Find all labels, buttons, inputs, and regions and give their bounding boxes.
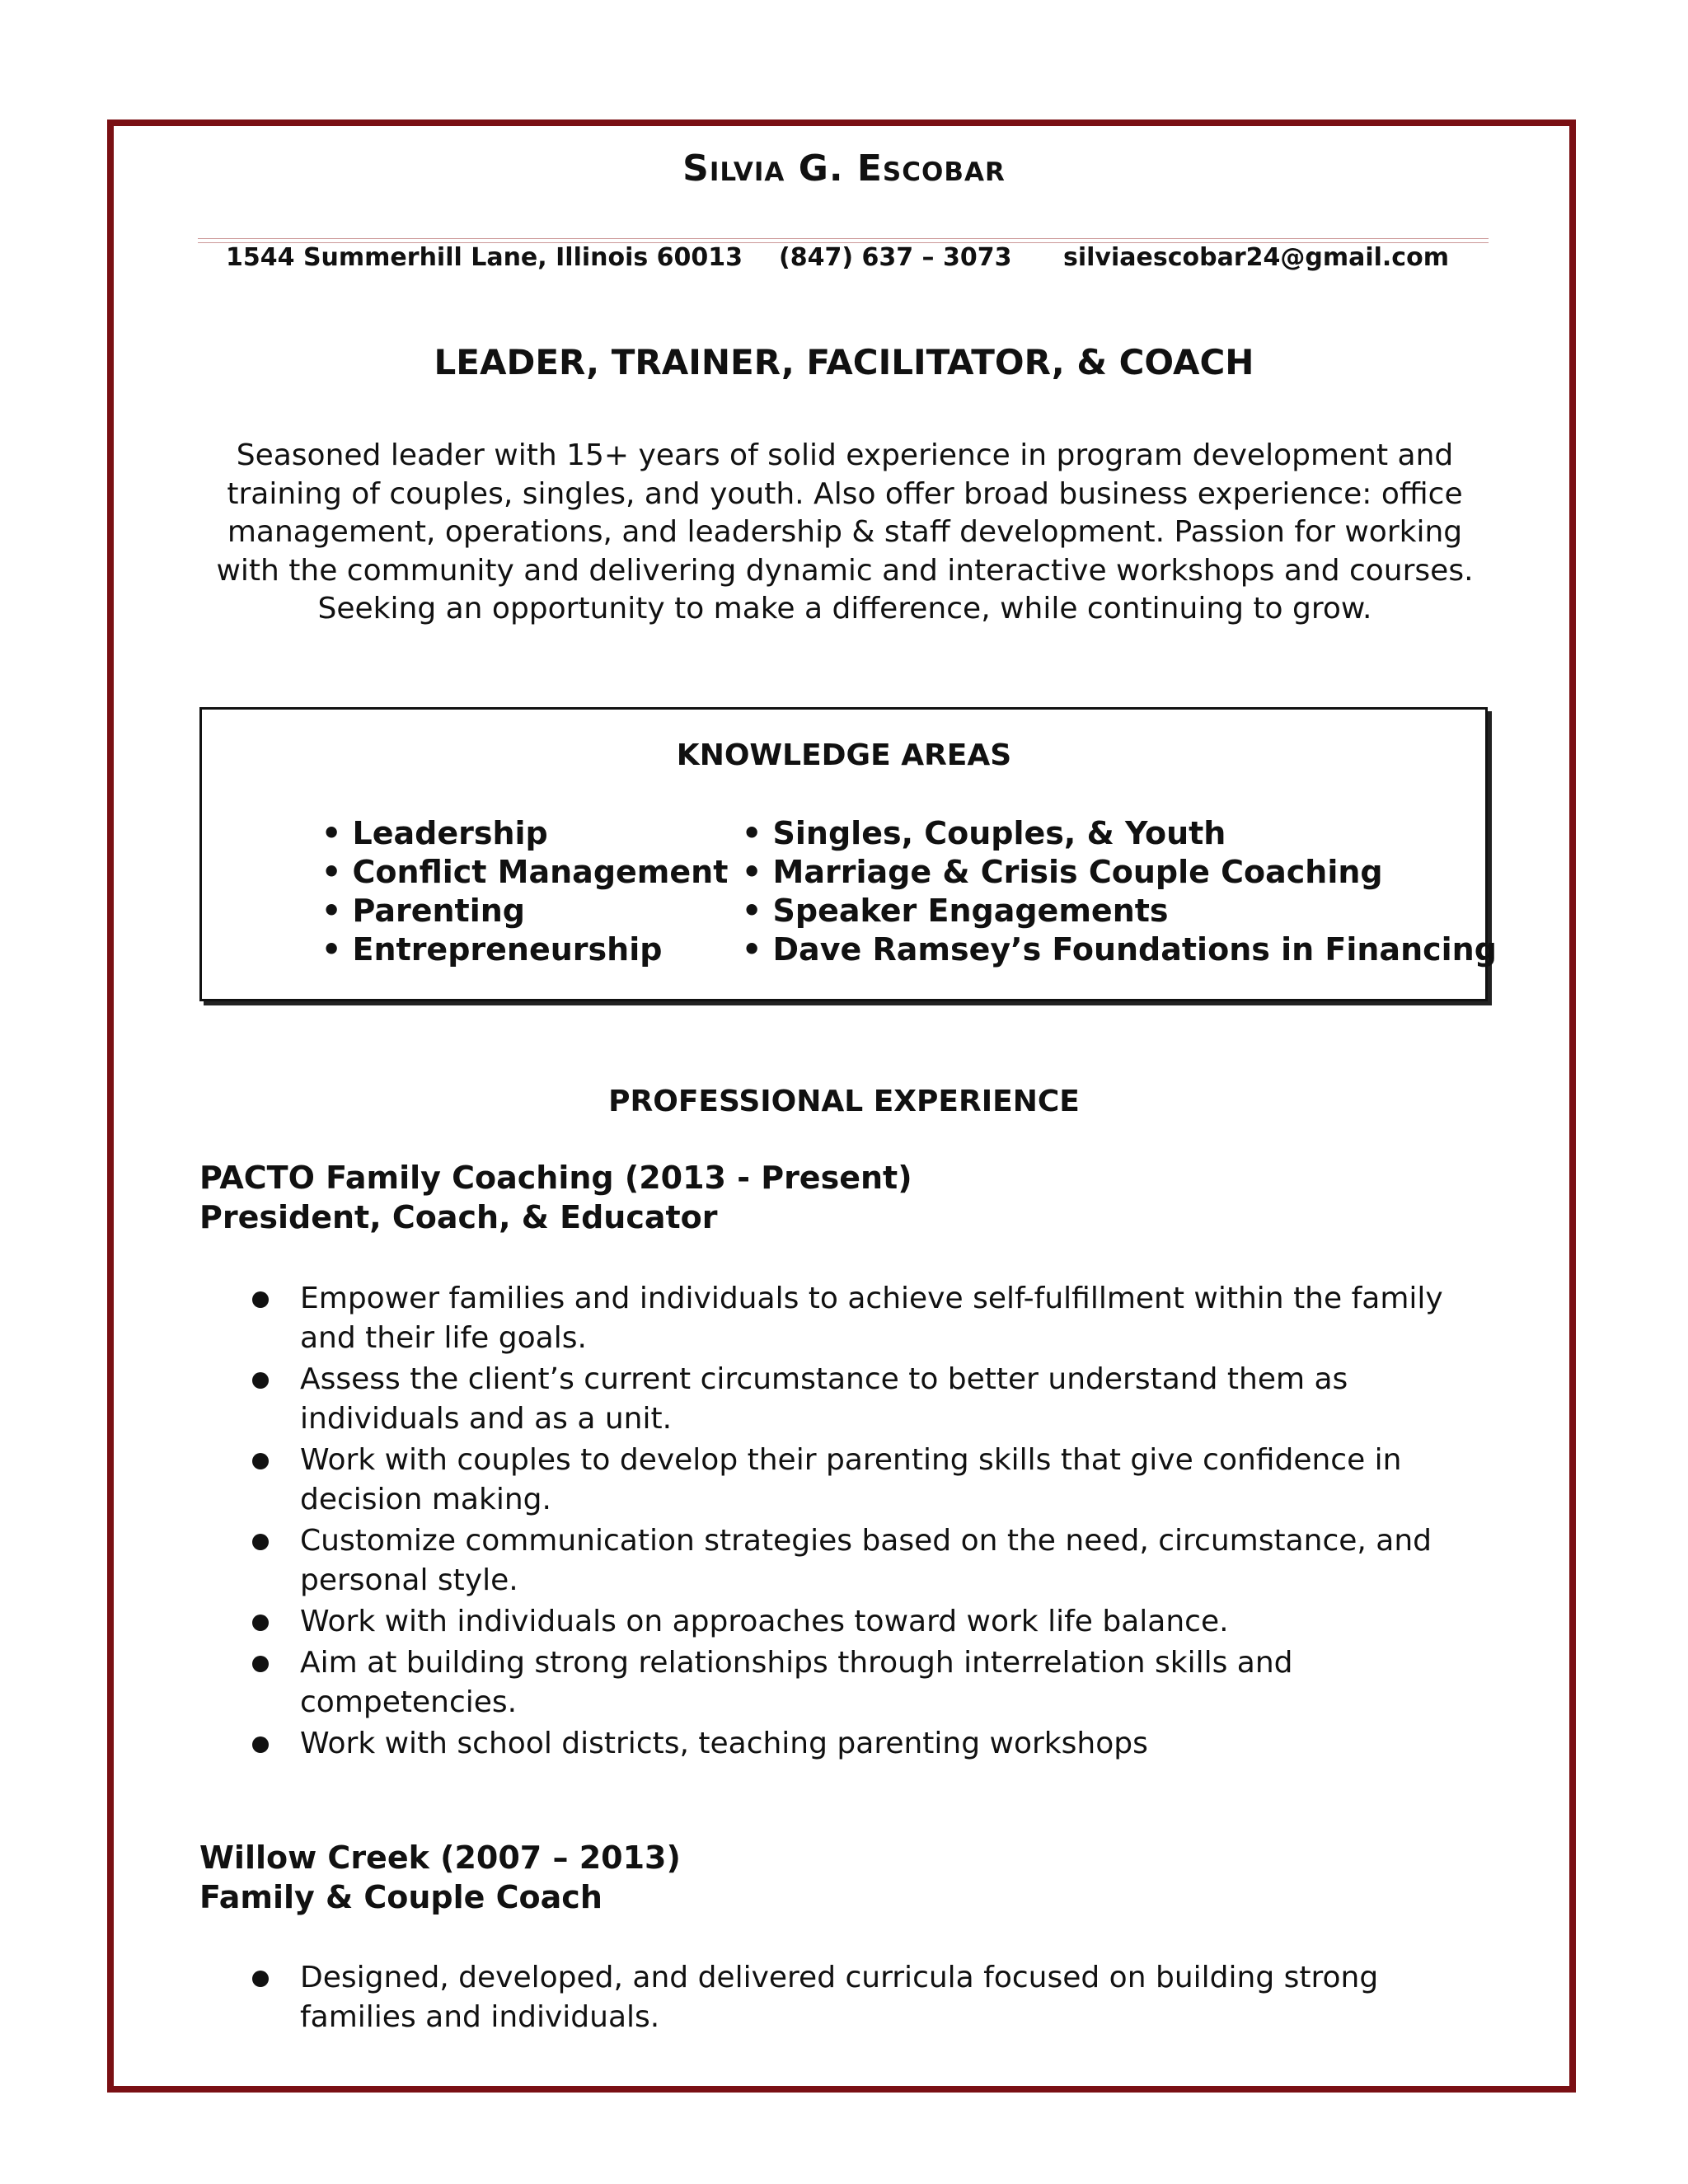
- bullet-icon: [252, 1736, 269, 1753]
- knowledge-item: • Dave Ramsey’s Foundations in Financing: [742, 931, 1497, 968]
- bullet-text: Customize communication strategies based on the need, circumstance, and personal style.: [300, 1524, 1432, 1597]
- bullet-text: Empower families and individuals to achieve self-fulfillment within the family and their life goals.: [300, 1282, 1443, 1355]
- job-role: President, Coach, & Educator: [199, 1199, 718, 1235]
- list-item: [247, 1441, 1500, 1520]
- headline: LEADER, TRAINER, FACILITATOR, & COACH: [434, 342, 1254, 382]
- bullet-icon: [252, 1453, 269, 1469]
- bullet-text: Assess the client’s current circumstance to better understand them as individuals and as a unit.: [300, 1362, 1348, 1436]
- knowledge-item: • Singles, Couples, & Youth: [742, 815, 1226, 851]
- knowledge-item: • Conflict Management: [321, 854, 729, 890]
- bullet-icon: [252, 1534, 269, 1550]
- bullet-text: Work with couples to develop their parenting skills that give confidence in decision making.: [300, 1443, 1402, 1516]
- bullet-icon: [252, 1372, 269, 1389]
- experience-title: PROFESSIONAL EXPERIENCE: [608, 1085, 1080, 1118]
- knowledge-item: • Parenting: [321, 893, 525, 929]
- applicant-name: [0, 144, 1688, 194]
- job-bullets: [247, 1958, 1500, 2039]
- knowledge-item: • Marriage & Crisis Couple Coaching: [742, 854, 1383, 890]
- job-company: PACTO Family Coaching (2013 - Present): [199, 1160, 912, 1196]
- bullet-text: Designed, developed, and delivered curricula focused on building strong families and individuals.: [300, 1961, 1379, 2034]
- job-bullets: [247, 1279, 1500, 1765]
- bullet-text: Work with school districts, teaching parenting workshops: [300, 1727, 1148, 1760]
- list-item: [247, 1279, 1500, 1358]
- name-middle: G.: [798, 148, 844, 190]
- list-item: [247, 1602, 1500, 1642]
- bullet-icon: [252, 1656, 269, 1672]
- bullet-icon: [252, 1971, 269, 1987]
- knowledge-item: • Entrepreneurship: [321, 931, 663, 968]
- knowledge-item: • Speaker Engagements: [742, 893, 1169, 929]
- summary: Seasoned leader with 15+ years of solid experience in program development and training of couples, singles, and youth. Also offer broad business experience: office management, operations, and leadership & staff development. Passion for working with the community and delivering dynamic and interactive workshops and courses. Seeking an opportunity to make a difference, while continuing to grow.: [216, 438, 1474, 626]
- name-last: Escobar: [856, 148, 1006, 190]
- address: 1544 Summerhill Lane, Illinois 60013: [226, 243, 743, 272]
- knowledge-left-column: [321, 814, 728, 969]
- list-item: [247, 1724, 1500, 1764]
- bullet-icon: [252, 1615, 269, 1631]
- bullet-text: Aim at building strong relationships through interrelation skills and competencies.: [300, 1646, 1293, 1719]
- knowledge-areas-title: KNOWLEDGE AREAS: [676, 738, 1012, 772]
- bullet-icon: [252, 1291, 269, 1308]
- email: silviaescobar24@gmail.com: [1063, 243, 1449, 272]
- job-role: Family & Couple Coach: [199, 1879, 603, 1915]
- knowledge-right-column: [742, 814, 1497, 969]
- knowledge-item: • Leadership: [321, 815, 548, 851]
- list-item: [247, 1521, 1500, 1601]
- list-item: [247, 1643, 1500, 1722]
- job-company: Willow Creek (2007 – 2013): [199, 1840, 681, 1876]
- header-rule-top: [198, 238, 1489, 239]
- list-item: [247, 1360, 1500, 1439]
- phone: (847) 637 – 3073: [779, 243, 1012, 272]
- list-item: [247, 1958, 1500, 2037]
- bullet-text: Work with individuals on approaches toward work life balance.: [300, 1605, 1229, 1638]
- name-first: Silvia: [682, 148, 785, 190]
